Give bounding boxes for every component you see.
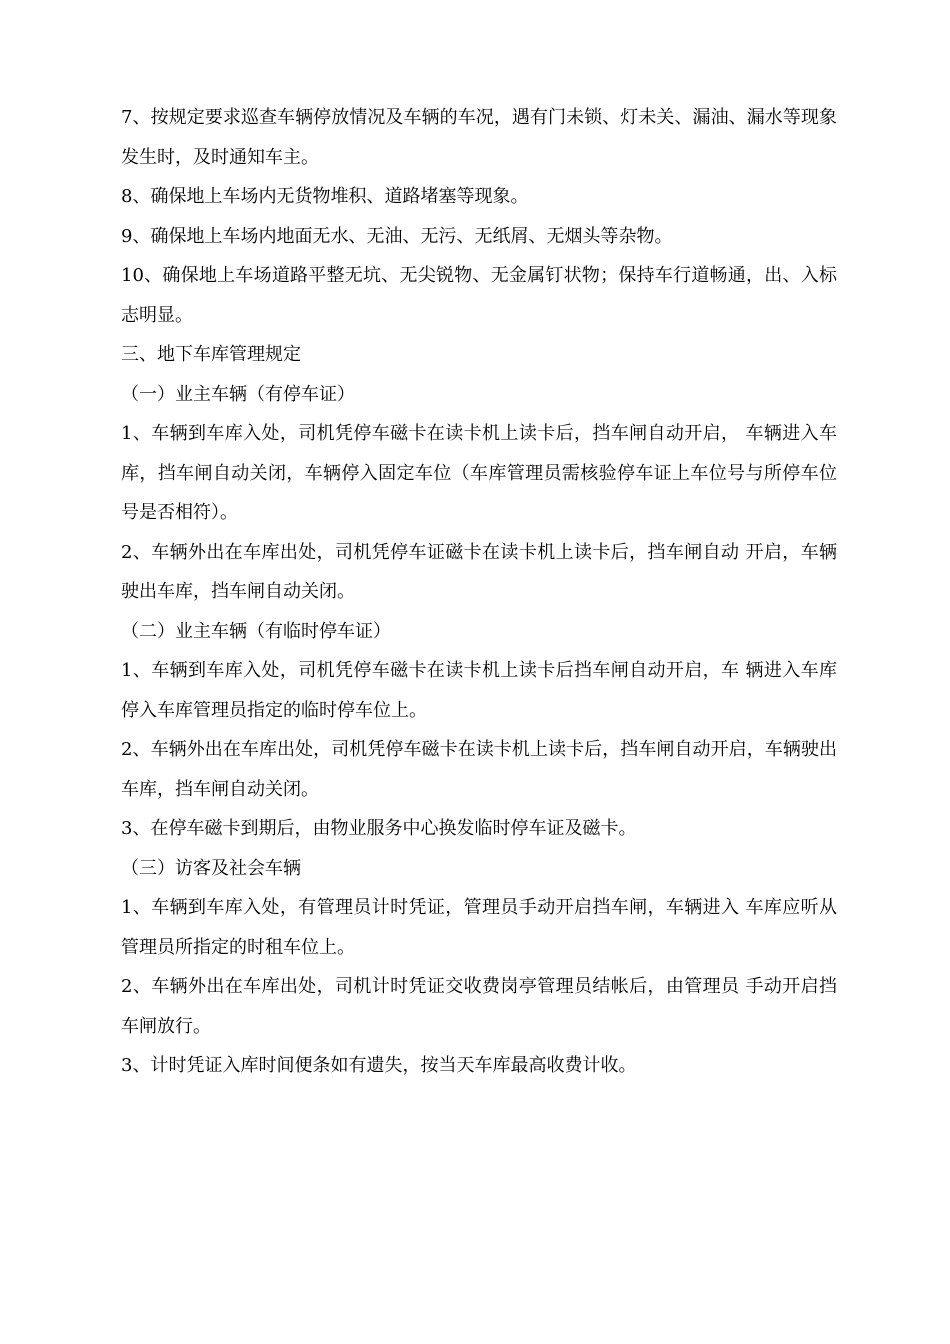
- paragraph-owner-exit: 2、车辆外出在车库出处，司机凭停车证磁卡在读卡机上读卡后，挡车闸自动 开启，车辆驶出车库，挡车闸自动关闭。: [121, 541, 837, 602]
- paragraph-rule-8: 8、确保地上车场内无货物堆积、道路堵塞等现象。: [121, 186, 529, 207]
- paragraph-owner-entry: 1、车辆到车库入处，司机凭停车磁卡在读卡机上读卡后，挡车闸自动开启， 车辆进入车库，挡车闸自动关闭，车辆停入固定车位（车库管理员需核验停车证上车位号与所停车位号是否相符）。: [121, 423, 837, 523]
- subheading-owner-vehicles-temp-permit: （二）业主车辆（有临时停车证）: [121, 620, 391, 642]
- section-heading-underground-garage: 三、地下车库管理规定: [121, 344, 301, 365]
- paragraph-temp-exit: 2、车辆外出在车库出处，司机凭停车磁卡在读卡机上读卡后，挡车闸自动开启，车辆驶出车库，挡车闸自动关闭。: [121, 739, 837, 800]
- paragraph-visitor-entry: 1、车辆到车库入处，有管理员计时凭证，管理员手动开启挡车闸，车辆进入 车库应听从管理员所指定的时租车位上。: [121, 897, 837, 958]
- subheading-visitor-vehicles: （三）访客及社会车辆: [121, 857, 301, 879]
- paragraph-visitor-lost-ticket: 3、计时凭证入库时间便条如有遗失，按当天车库最高收费计收。: [121, 1055, 637, 1076]
- paragraph-rule-10: 10、确保地上车场道路平整无坑、无尖锐物、无金属钉状物；保持车行道畅通，出、入标志明显。: [121, 265, 837, 326]
- paragraph-rule-9: 9、确保地上车场内地面无水、无油、无污、无纸屑、无烟头等杂物。: [121, 225, 673, 247]
- paragraph-temp-renewal: 3、在停车磁卡到期后，由物业服务中心换发临时停车证及磁卡。: [121, 818, 637, 839]
- paragraph-rule-7: 7、按规定要求巡查车辆停放情况及车辆的车况，遇有门未锁、灯未关、漏油、漏水等现象发生时，及时通知车主。: [121, 107, 837, 168]
- paragraph-visitor-exit: 2、车辆外出在车库出处，司机计时凭证交收费岗亭管理员结帐后，由管理员 手动开启挡车闸放行。: [121, 976, 837, 1037]
- paragraph-temp-entry: 1、车辆到车库入处，司机凭停车磁卡在读卡机上读卡后挡车闸自动开启，车 辆进入车库停入车库管理员指定的临时停车位上。: [121, 660, 837, 721]
- subheading-owner-vehicles-permit: （一）业主车辆（有停车证）: [121, 383, 355, 405]
- document-body: [121, 98, 837, 1086]
